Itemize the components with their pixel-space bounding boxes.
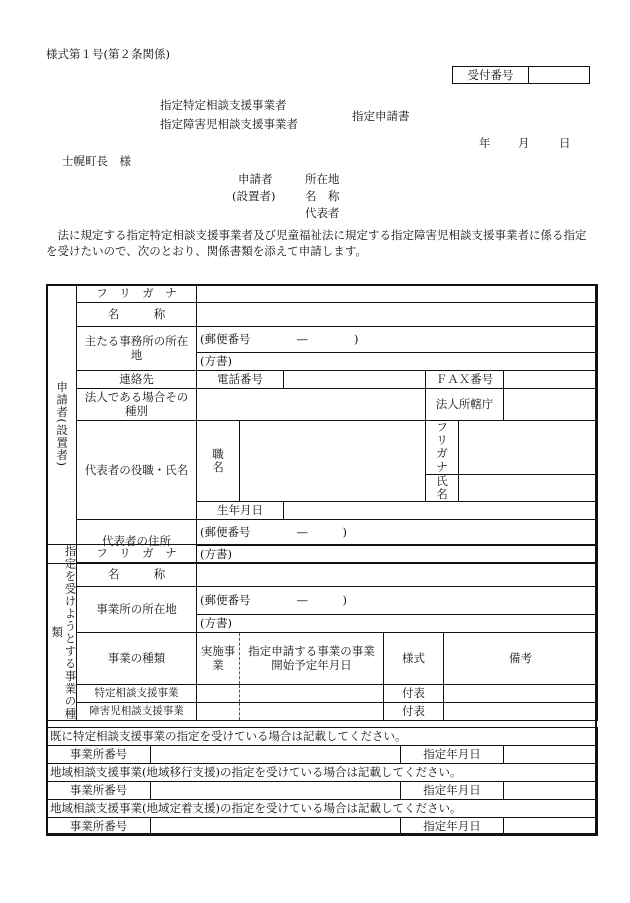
date-month: 月 xyxy=(518,136,530,150)
name-field[interactable] xyxy=(197,303,598,327)
biz-furigana-field[interactable] xyxy=(197,545,598,563)
biz1-remarks[interactable] xyxy=(444,685,598,703)
note1: 既に特定相談支援事業の指定を受けている場合は記載してください。 xyxy=(47,728,598,746)
contact-label: 連絡先 xyxy=(77,371,197,389)
field-address: 所在地 xyxy=(305,172,340,186)
office-address-katagaki[interactable]: (方書) xyxy=(197,615,598,633)
fax-label: ＦＡＸ番号 xyxy=(426,371,504,389)
designated-date-field-2[interactable] xyxy=(504,782,598,800)
phone-label: 電話番号 xyxy=(197,371,284,389)
note3: 地域相談支援事業(地域定着支援)の指定を受けている場合は記載してください。 xyxy=(47,800,598,818)
biz1-label: 特定相談支援事業 xyxy=(77,685,197,703)
addressee: 士幌町長 様 xyxy=(62,154,131,168)
office-no-label-1: 事業所番号 xyxy=(47,746,151,764)
rep-address-katagaki[interactable]: (方書) xyxy=(197,546,598,564)
business-table xyxy=(46,544,598,721)
office-no-field-3[interactable] xyxy=(151,818,401,836)
application-table xyxy=(46,284,598,564)
shoku-label: 職 名 xyxy=(197,421,240,502)
office-no-field-2[interactable] xyxy=(151,782,401,800)
biz-furigana-label: フ リ ガ ナ xyxy=(77,545,197,563)
designated-date-label-3: 指定年月日 xyxy=(401,818,504,836)
receipt-number-box xyxy=(452,66,590,84)
title-line1: 指定特定相談支援事業者 xyxy=(160,98,287,112)
existing-designation-table xyxy=(46,727,598,836)
biz-name-field[interactable] xyxy=(197,563,598,587)
rep-address-postal[interactable]: (郵便番号 — ) xyxy=(197,520,598,546)
field-name: 名 称 xyxy=(305,189,340,203)
office-no-label-2: 事業所番号 xyxy=(47,782,151,800)
designated-date-label-2: 指定年月日 xyxy=(401,782,504,800)
date-year: 年 xyxy=(479,136,491,150)
rep-furigana-field[interactable] xyxy=(459,421,598,475)
note2: 地域相談支援事業(地域移行支援)の指定を受けている場合は記載してください。 xyxy=(47,764,598,782)
date-day: 日 xyxy=(559,136,571,150)
applicant-sub: (設置者) xyxy=(232,189,276,203)
corp-office-field[interactable] xyxy=(504,389,598,421)
rep-address-label: 代表者の住所 xyxy=(77,520,197,564)
biz2-start-date[interactable] xyxy=(240,703,384,721)
remarks-label: 備考 xyxy=(444,633,598,685)
rep-title-name-label: 代表者の役職・氏名 xyxy=(77,421,197,520)
applicant-label: 申請者 xyxy=(238,172,273,186)
fax-field[interactable] xyxy=(504,371,598,389)
form-number: 様式第１号(第２条関係) xyxy=(46,47,170,61)
designated-date-field-3[interactable] xyxy=(504,818,598,836)
title-line2: 指定障害児相談支援事業者 xyxy=(160,117,298,131)
start-date-label: 指定申請する事業の事業開始予定年月日 xyxy=(240,633,384,685)
main-office-label: 主たる事務所の所在地 xyxy=(77,327,197,371)
title-suffix: 指定申請書 xyxy=(352,109,410,123)
biz2-remarks[interactable] xyxy=(444,703,598,721)
office-no-field-1[interactable] xyxy=(151,746,401,764)
biz1-start-date[interactable] xyxy=(240,685,384,703)
section-business: 指定を受けようとする事業の種類 xyxy=(47,545,77,721)
biz-name-label: 名 称 xyxy=(77,563,197,587)
shoku-field[interactable] xyxy=(240,421,426,502)
corp-office-label: 法人所轄庁 xyxy=(426,389,504,421)
phone-field[interactable] xyxy=(284,371,426,389)
biz-type-label: 事業の種類 xyxy=(77,633,197,685)
main-office-katagaki[interactable]: (方書) xyxy=(197,353,598,371)
jisshi-label: 実施事業 xyxy=(197,633,240,685)
receipt-number-label: 受付番号 xyxy=(453,67,529,83)
receipt-number-field[interactable] xyxy=(529,67,589,83)
office-address-label: 事業所の所在地 xyxy=(77,587,197,633)
furigana-label: フ リ ガ ナ xyxy=(77,285,197,303)
corp-type-field[interactable] xyxy=(197,389,426,421)
furigana-field[interactable] xyxy=(197,285,598,303)
biz1-fuhyo: 付表 xyxy=(384,685,444,703)
birth-field[interactable] xyxy=(284,502,598,520)
office-no-label-3: 事業所番号 xyxy=(47,818,151,836)
statement: 法に規定する指定特定相談支援事業者及び児童福祉法に規定する指定障害児相談支援事業者に係る指定を受けたいので、次のとおり、関係書類を添えて申請します。 xyxy=(46,228,587,258)
biz1-jisshi[interactable] xyxy=(197,685,240,703)
rep-furigana-label: フ リ ガ ナ xyxy=(426,421,459,475)
biz2-jisshi[interactable] xyxy=(197,703,240,721)
designated-date-label-1: 指定年月日 xyxy=(401,746,504,764)
designated-date-field-1[interactable] xyxy=(504,746,598,764)
field-representative: 代表者 xyxy=(305,206,340,220)
birth-label: 生年月日 xyxy=(197,502,284,520)
biz2-fuhyo: 付表 xyxy=(384,703,444,721)
corp-type-label: 法人である場合その種別 xyxy=(77,389,197,421)
main-office-postal[interactable]: (郵便番号 — ) xyxy=(197,327,598,353)
office-address-postal[interactable]: (郵便番号 — ) xyxy=(197,587,598,615)
shimei-label: 氏 名 xyxy=(426,474,459,501)
name-label: 名 称 xyxy=(77,303,197,327)
style-label: 様式 xyxy=(384,633,444,685)
section-applicant: 申請者(設置者) xyxy=(47,285,77,564)
biz2-label: 障害児相談支援事業 xyxy=(77,703,197,721)
